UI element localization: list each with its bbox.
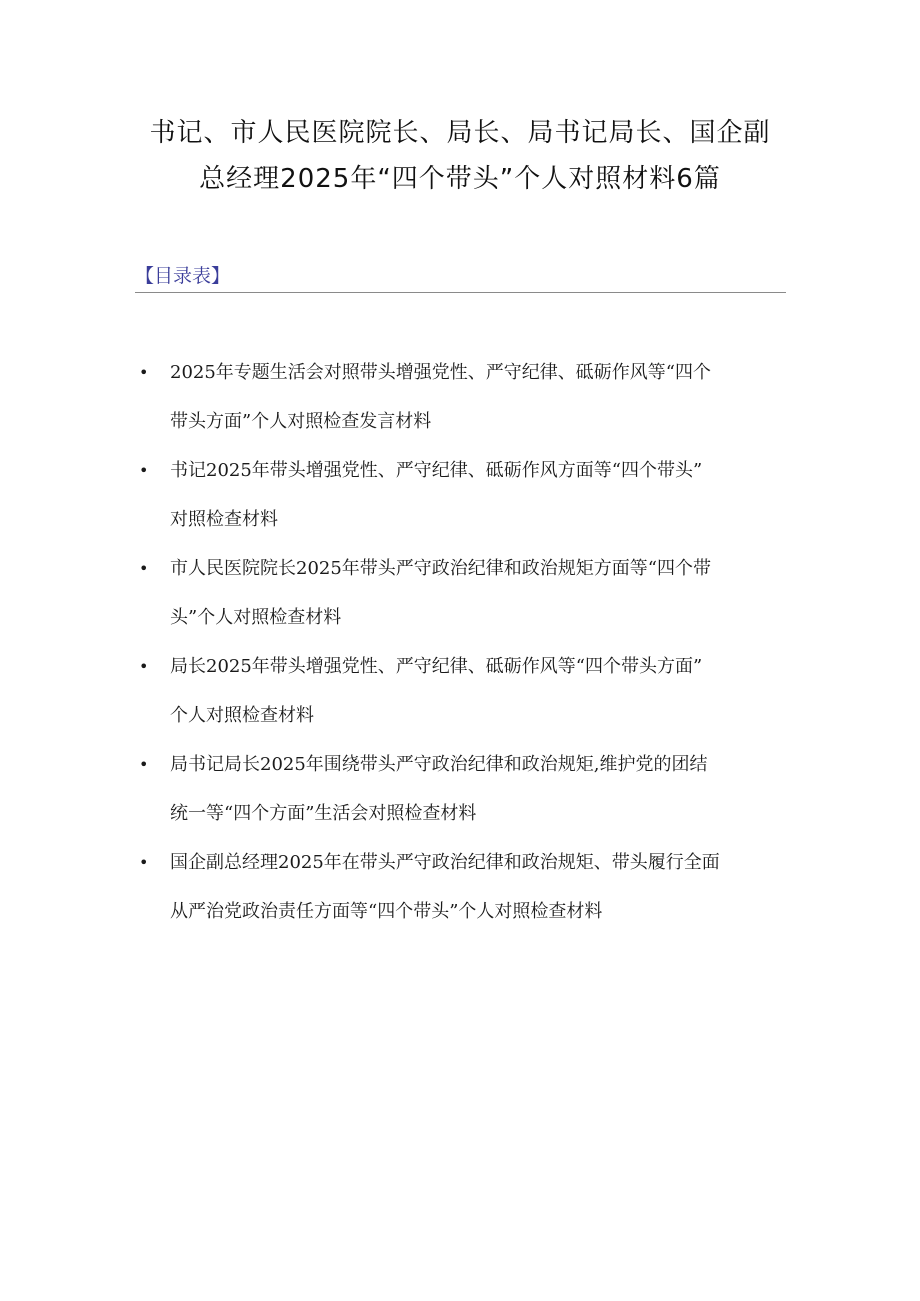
toc-item-line: 对照检查材料: [170, 509, 278, 530]
bullet-icon: •: [139, 755, 149, 774]
toc-item-line: 从严治党政治责任方面等“四个带头”个人对照检查材料: [170, 901, 603, 922]
bullet-icon: •: [139, 461, 149, 480]
toc-item[interactable]: [135, 544, 795, 642]
bullet-icon: •: [139, 853, 149, 872]
document-title-line-1: 书记、市人民医院院长、局长、局书记局长、国企副: [149, 118, 771, 148]
toc-item-line: 局长2025年带头增强党性、严守纪律、砥砺作风等“四个带头方面”: [170, 656, 703, 677]
toc-item-line: 局书记局长2025年围绕带头严守政治纪律和政治规矩,维护党的团结: [170, 754, 708, 775]
toc-item-line: 国企副总经理2025年在带头严守政治纪律和政治规矩、带头履行全面: [170, 852, 720, 873]
document-title: [100, 110, 820, 202]
toc-divider: [135, 292, 786, 293]
toc-item[interactable]: [135, 446, 795, 544]
toc-list: [135, 348, 795, 936]
toc-item-line: 个人对照检查材料: [170, 705, 314, 726]
bullet-icon: •: [139, 363, 149, 382]
document-title-line-2: 总经理2025年“四个带头”个人对照材料6篇: [199, 164, 721, 194]
bullet-icon: •: [139, 559, 149, 578]
bullet-icon: •: [139, 657, 149, 676]
toc-item-line: 带头方面”个人对照检查发言材料: [170, 411, 432, 432]
toc-heading: 【目录表】: [135, 265, 231, 287]
toc-item[interactable]: [135, 838, 795, 936]
toc-item-line: 2025年专题生活会对照带头增强党性、严守纪律、砥砺作风等“四个: [170, 362, 712, 383]
toc-item-line: 市人民医院院长2025年带头严守政治纪律和政治规矩方面等“四个带: [170, 558, 712, 579]
toc-item[interactable]: [135, 348, 795, 446]
toc-item-line: 头”个人对照检查材料: [170, 607, 342, 628]
toc-item[interactable]: [135, 642, 795, 740]
toc-item[interactable]: [135, 740, 795, 838]
toc-item-line: 书记2025年带头增强党性、严守纪律、砥砺作风方面等“四个带头”: [170, 460, 703, 481]
toc-item-line: 统一等“四个方面”生活会对照检查材料: [170, 803, 477, 824]
